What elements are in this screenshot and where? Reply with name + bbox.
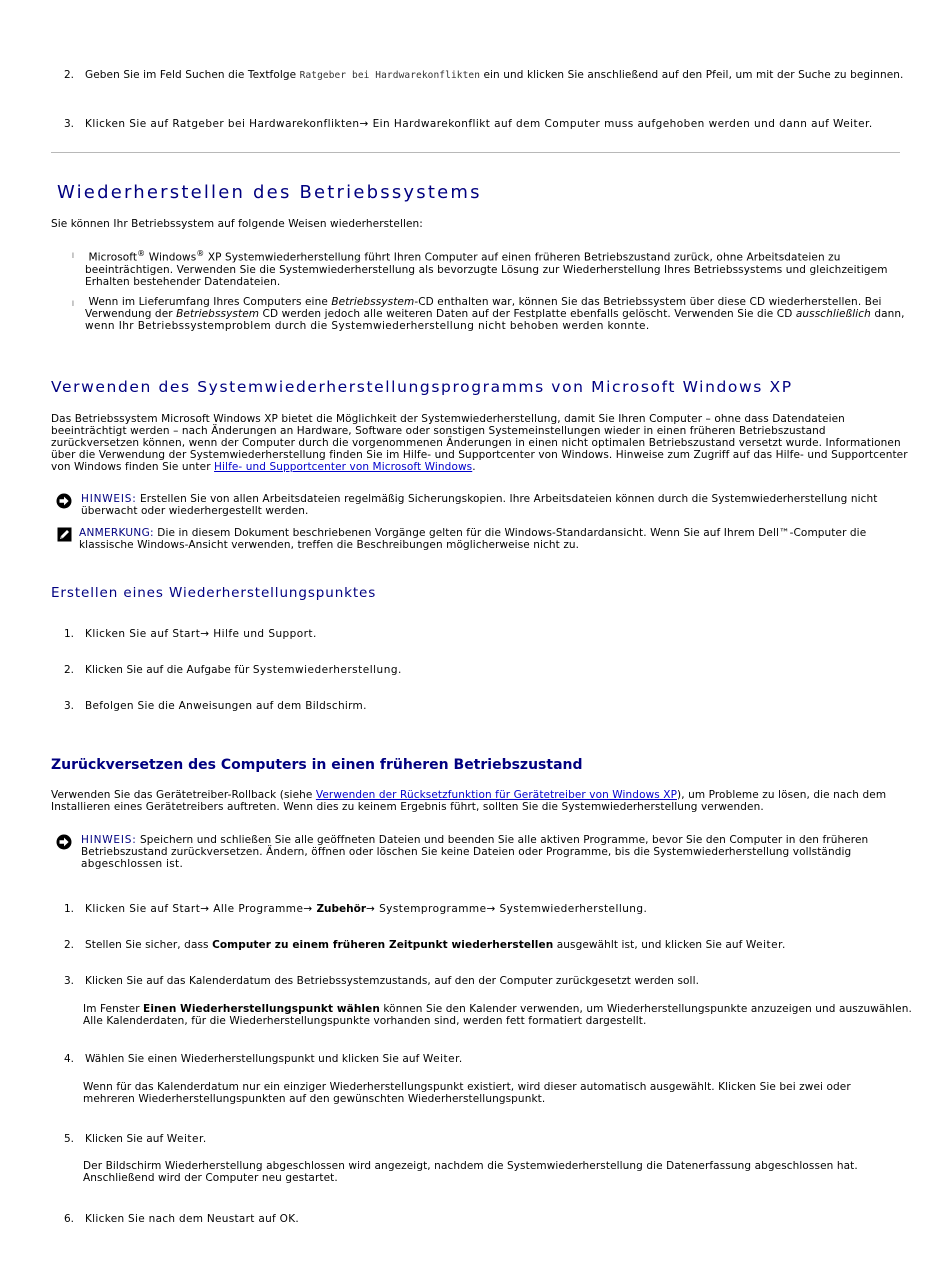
note-pencil-icon xyxy=(57,527,72,542)
notice-label: HINWEIS: xyxy=(81,493,137,505)
intro-text: Sie können Ihr Betriebssystem auf folgende Weisen wiederherstellen: xyxy=(51,218,423,230)
horizontal-divider xyxy=(51,152,900,153)
step-number: 5. xyxy=(64,1133,75,1145)
system-restore-paragraph: Das Betriebssystem Microsoft Windows XP bietet die Möglichkeit der Systemwiederherstellung, damit Sie Ihren Computer – ohne dass Datendateien beeinträchtigt werden – nach Änderungen an Hardware, Software oder sonstigen Systemeinstellungen wieder in einen früheren Betriebszustand zurückversetzen können, wenn der Computer durch die vorgenommenen Änderungen in einen nicht optimalen Betriebszustand versetzt wurde. Informationen über die Verwendung der Systemwiederherstellung finden Sie im Hilfe- und Supportcenter von Windows. Hinweise zum Zugriff auf das Hilfe- und Supportcenter von Windows finden Sie unter Hilfe- und Supportcenter von Microsoft Windows. xyxy=(51,413,908,473)
search-string-code: Ratgeber bei Hardwarekonflikten xyxy=(299,70,481,81)
step-detail: Im Fenster Einen Wiederherstellungspunkt wählen können Sie den Kalender verwenden, um Wiederherstellungspunkte anzuzeigen und auszuwählen. Alle Kalenderdaten, für die Wiederherstellungspunkte vorhanden sind, werden fett formatiert dargestellt. xyxy=(83,1003,912,1027)
subsection-heading: Erstellen eines Wiederherstellungspunktes xyxy=(51,585,377,601)
bullet-item: Microsoft® Windows® XP Systemwiederherstellung führt Ihren Computer auf einen früheren Betriebszustand zurück, ohne Arbeitsdateien zu beeinträchtigen. Verwenden Sie die Systemwiederherstellung als bevorzugte Lösung zur Wiederherstellung Ihres Betriebssystems und gleichzeitigem Erhalten bestehender Datendateien. xyxy=(85,249,888,288)
subsection-heading: Zurückversetzen des Computers in einen früheren Betriebszustand xyxy=(51,757,583,773)
step-text: Befolgen Sie die Anweisungen auf dem Bildschirm. xyxy=(85,700,367,712)
bullet-item: Wenn im Lieferumfang Ihres Computers eine Betriebssystem-CD enthalten war, können Sie das Betriebssystem über diese CD wiederherstellen. Bei Verwendung der Betriebssystem CD werden jedoch alle weiteren Daten auf der Festplatte ebenfalls gelöscht. Verwenden Sie die CD ausschließlich dann, wenn Ihr Betriebssystemproblem durch die Systemwiederherstellung nicht behoben werden konnte. xyxy=(85,296,905,332)
notice-arrow-icon xyxy=(56,834,72,850)
driver-rollback-link[interactable]: Verwenden der Rücksetzfunktion für Gerätetreiber von Windows XP xyxy=(315,789,678,801)
bullet-glyph: l xyxy=(72,252,74,260)
step-text: Klicken Sie auf das Kalenderdatum des Betriebssystemzustands, auf den der Computer zurückgesetzt werden soll. xyxy=(85,975,700,987)
step-text: Wählen Sie einen Wiederherstellungspunkt und klicken Sie auf Weiter. xyxy=(85,1053,463,1065)
section-heading: Verwenden des Systemwiederherstellungsprogramms von Microsoft Windows XP xyxy=(51,378,793,396)
step-number: 2. xyxy=(64,69,75,81)
step-detail: Der Bildschirm Wiederherstellung abgeschlossen wird angezeigt, nachdem die Systemwiederherstellung die Datenerfassung abgeschlossen hat. Anschließend wird der Computer neu gestartet. xyxy=(83,1160,858,1184)
notice-label: HINWEIS: xyxy=(81,834,137,846)
step-text: Klicken Sie nach dem Neustart auf OK. xyxy=(85,1213,300,1225)
note-box: ANMERKUNG: Die in diesem Dokument beschriebenen Vorgänge gelten für die Windows-Standardansicht. Wenn Sie auf Ihrem Dell™-Computer die klassische Windows-Ansicht verwenden, treffen die Beschreibungen möglicherweise nicht zu. xyxy=(79,527,867,551)
step-number: 1. xyxy=(64,903,75,915)
step-text: Klicken Sie auf die Aufgabe für Systemwiederherstellung. xyxy=(85,664,402,676)
revert-paragraph: Verwenden Sie das Gerätetreiber-Rollback (siehe Verwenden der Rücksetzfunktion für Gerätetreiber von Windows XP), um Probleme zu lösen, die nach dem Installieren eines Gerätetreibers auftreten. Wenn dies zu keinem Ergebnis führt, sollten Sie die Systemwiederherstellung verwenden. xyxy=(51,789,887,813)
notice-box: HINWEIS: Speichern und schließen Sie alle geöffneten Dateien und beenden Sie alle aktiven Programme, bevor Sie den Computer in den früheren Betriebszustand zurückversetzen. Ändern, öffnen oder löschen Sie keine Dateien oder Programme, bis die Systemwiederherstellung vollständig abgeschlossen ist. xyxy=(81,834,869,870)
step-number: 6. xyxy=(64,1213,75,1225)
step-text: Klicken Sie auf Start→ Hilfe und Support. xyxy=(85,628,317,640)
step-number: 2. xyxy=(64,664,75,676)
step-detail: Wenn für das Kalenderdatum nur ein einziger Wiederherstellungspunkt existiert, wird dieser automatisch ausgewählt. Klicken Sie bei zwei oder mehreren Wiederherstellungspunkten auf den gewünschten Wiederherstellungspunkt. xyxy=(83,1081,851,1105)
notice-box: HINWEIS: Erstellen Sie von allen Arbeitsdateien regelmäßig Sicherungskopien. Ihre Arbeitsdateien können durch die Systemwiederherstellung nicht überwacht oder wiederhergestellt werden. xyxy=(81,493,878,517)
step-number: 3. xyxy=(64,975,75,987)
step-number: 2. xyxy=(64,939,75,951)
step-number: 3. xyxy=(64,700,75,712)
step-text: Geben Sie im Feld Suchen die Textfolge Ratgeber bei Hardwarekonflikten ein und klicken Sie anschließend auf den Pfeil, um mit der Suche zu beginnen. xyxy=(85,69,904,81)
step-text: Stellen Sie sicher, dass Computer zu einem früheren Zeitpunkt wiederherstellen ausgewählt ist, und klicken Sie auf Weiter. xyxy=(85,939,786,951)
step-text: Klicken Sie auf Ratgeber bei Hardwarekonflikten→ Ein Hardwarekonflikt auf dem Computer muss aufgehoben werden und dann auf Weiter. xyxy=(85,118,873,130)
note-label: ANMERKUNG: xyxy=(79,527,154,539)
notice-arrow-icon xyxy=(56,493,72,509)
bullet-glyph: l xyxy=(72,300,74,308)
help-support-link[interactable]: Hilfe- und Supportcenter von Microsoft Windows xyxy=(214,461,473,473)
step-text: Klicken Sie auf Start→ Alle Programme→ Zubehör→ Systemprogramme→ Systemwiederherstellung. xyxy=(85,903,648,915)
step-number: 3. xyxy=(64,118,75,130)
section-heading: Wiederherstellen des Betriebssystems xyxy=(57,182,482,203)
step-number: 1. xyxy=(64,628,75,640)
step-number: 4. xyxy=(64,1053,75,1065)
step-text: Klicken Sie auf Weiter. xyxy=(85,1133,207,1145)
